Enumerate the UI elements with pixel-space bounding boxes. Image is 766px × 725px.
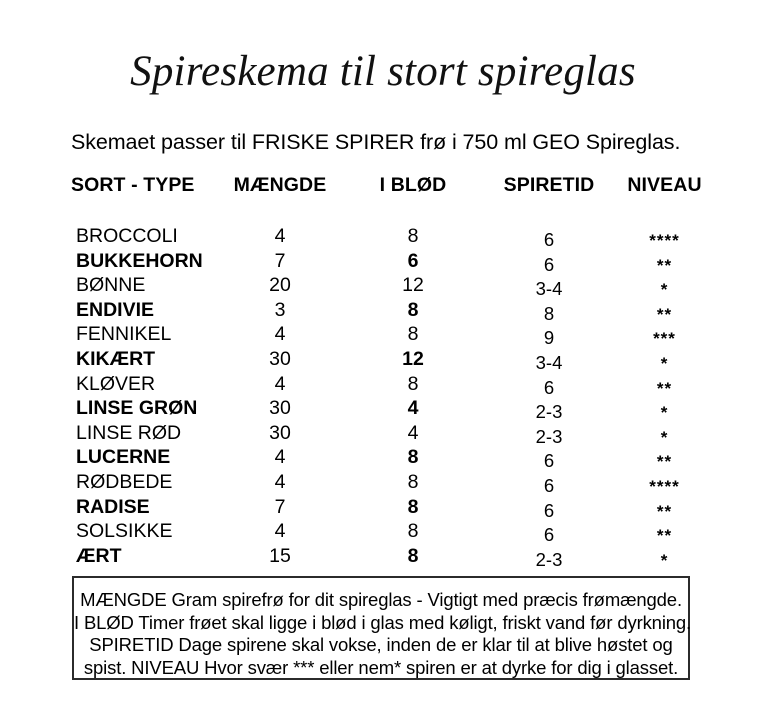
cell-spiretid: 2-3 [535, 401, 563, 423]
cell-maengde: 30 [269, 421, 291, 444]
cell-niveau: ** [656, 378, 673, 398]
cell-sort-type: ENDIVIE [76, 298, 155, 321]
cell-niveau: **** [649, 231, 680, 250]
column-header-i-blod: I BLØD [379, 174, 447, 196]
cell-maengde: 15 [269, 544, 291, 567]
column-header-niveau: NIVEAU [627, 174, 702, 196]
cell-i-blod: 4 [407, 421, 419, 444]
cell-niveau: **** [649, 476, 680, 496]
table-row [0, 471, 766, 496]
cell-i-blod: 6 [407, 249, 419, 272]
cell-spiretid: 6 [543, 376, 555, 398]
cell-niveau: ** [656, 501, 673, 521]
cell-spiretid: 9 [543, 327, 555, 349]
cell-maengde: 4 [274, 225, 286, 247]
legend-line: SPIRETID Dage spirene skal vokse, inden de er klar til at blive høstet og [89, 634, 673, 655]
column-header-spiretid: SPIRETID [503, 174, 595, 196]
cell-sort-type: RADISE [76, 495, 150, 518]
table-row [0, 373, 766, 398]
cell-niveau: * [660, 353, 669, 373]
table-row [0, 323, 766, 348]
cell-maengde: 7 [274, 249, 286, 272]
cell-maengde: 4 [274, 470, 286, 493]
cell-spiretid: 6 [543, 229, 555, 250]
cell-i-blod: 12 [402, 274, 424, 297]
table-row [0, 545, 766, 570]
cell-niveau: ** [656, 526, 673, 546]
legend-line: I BLØD Timer frøet skal ligge i blød i glas med køligt, friskt vand før dyrkning. [74, 611, 692, 633]
cell-spiretid: 2-3 [535, 425, 563, 447]
cell-maengde: 4 [274, 446, 286, 469]
table-row [0, 250, 766, 275]
table-header-row [0, 174, 766, 204]
cell-sort-type: BØNNE [76, 274, 146, 297]
column-header-maengde: MÆNGDE [233, 174, 327, 196]
table-row [0, 496, 766, 521]
table-row [0, 348, 766, 373]
table-body [0, 225, 766, 569]
page-subtitle: Skemaet passer til FRISKE SPIRER frø i 750 ml GEO Spireglas. [71, 130, 681, 154]
cell-niveau: ** [656, 255, 673, 275]
cell-i-blod: 8 [407, 372, 419, 395]
cell-sort-type: SOLSIKKE [76, 520, 173, 543]
cell-niveau: *** [653, 329, 676, 349]
cell-sort-type: LUCERNE [76, 446, 171, 469]
table-row [0, 299, 766, 324]
legend-text [74, 578, 692, 679]
cell-niveau: * [660, 427, 669, 447]
cell-maengde: 30 [269, 397, 291, 420]
cell-i-blod: 8 [407, 446, 419, 469]
cell-i-blod: 8 [407, 298, 419, 321]
cell-spiretid: 6 [543, 474, 555, 496]
legend-line: spist. NIVEAU Hvor svær *** eller nem* spiren er at dyrke for dig i glasset. [83, 656, 679, 678]
cell-spiretid: 6 [543, 253, 555, 275]
cell-spiretid: 2-3 [535, 548, 563, 570]
cell-maengde: 3 [274, 298, 286, 321]
cell-sort-type: FENNIKEL [76, 323, 172, 346]
cell-maengde: 4 [274, 520, 286, 543]
cell-i-blod: 4 [407, 397, 419, 420]
cell-sort-type: LINSE GRØN [76, 397, 198, 420]
sprouting-table [0, 174, 766, 569]
cell-maengde: 7 [274, 495, 286, 518]
cell-maengde: 4 [274, 372, 286, 395]
cell-i-blod: 8 [407, 323, 419, 346]
cell-niveau: ** [656, 304, 673, 324]
cell-i-blod: 8 [407, 470, 419, 493]
table-row [0, 397, 766, 422]
cell-sort-type: BUKKEHORN [76, 249, 203, 272]
cell-sort-type: RØDBEDE [76, 470, 173, 493]
cell-sort-type: LINSE RØD [76, 421, 182, 444]
cell-niveau: * [660, 550, 669, 570]
legend-box [72, 576, 690, 680]
cell-spiretid: 3-4 [535, 278, 563, 300]
cell-maengde: 20 [269, 274, 291, 297]
table-row [0, 274, 766, 299]
cell-spiretid: 6 [543, 524, 555, 546]
cell-maengde: 30 [269, 347, 291, 370]
cell-i-blod: 8 [407, 495, 419, 518]
column-header-sort-type: SORT - TYPE [71, 174, 195, 196]
table-row [0, 225, 766, 250]
cell-sort-type: KIKÆRT [76, 347, 156, 370]
cell-sort-type: ÆRT [76, 544, 122, 567]
legend-line: MÆNGDE Gram spirefrø for dit spireglas - Vigtigt med præcis frømængde. [80, 589, 682, 610]
cell-spiretid: 6 [543, 450, 555, 472]
table-row [0, 446, 766, 471]
cell-sort-type: BROCCOLI [76, 225, 178, 247]
cell-i-blod: 8 [407, 225, 419, 247]
table-row [0, 520, 766, 545]
cell-i-blod: 8 [407, 544, 419, 567]
cell-maengde: 4 [274, 323, 286, 346]
cell-sort-type: KLØVER [76, 372, 156, 395]
cell-spiretid: 3-4 [535, 351, 563, 373]
cell-spiretid: 8 [543, 302, 555, 324]
cell-niveau: * [660, 280, 669, 300]
page-title: Spireskema til stort spireglas [130, 48, 636, 95]
cell-niveau: * [660, 403, 669, 423]
cell-i-blod: 8 [407, 520, 419, 543]
cell-spiretid: 6 [543, 499, 555, 521]
cell-niveau: ** [656, 452, 673, 472]
cell-i-blod: 12 [402, 347, 424, 370]
table-row [0, 422, 766, 447]
